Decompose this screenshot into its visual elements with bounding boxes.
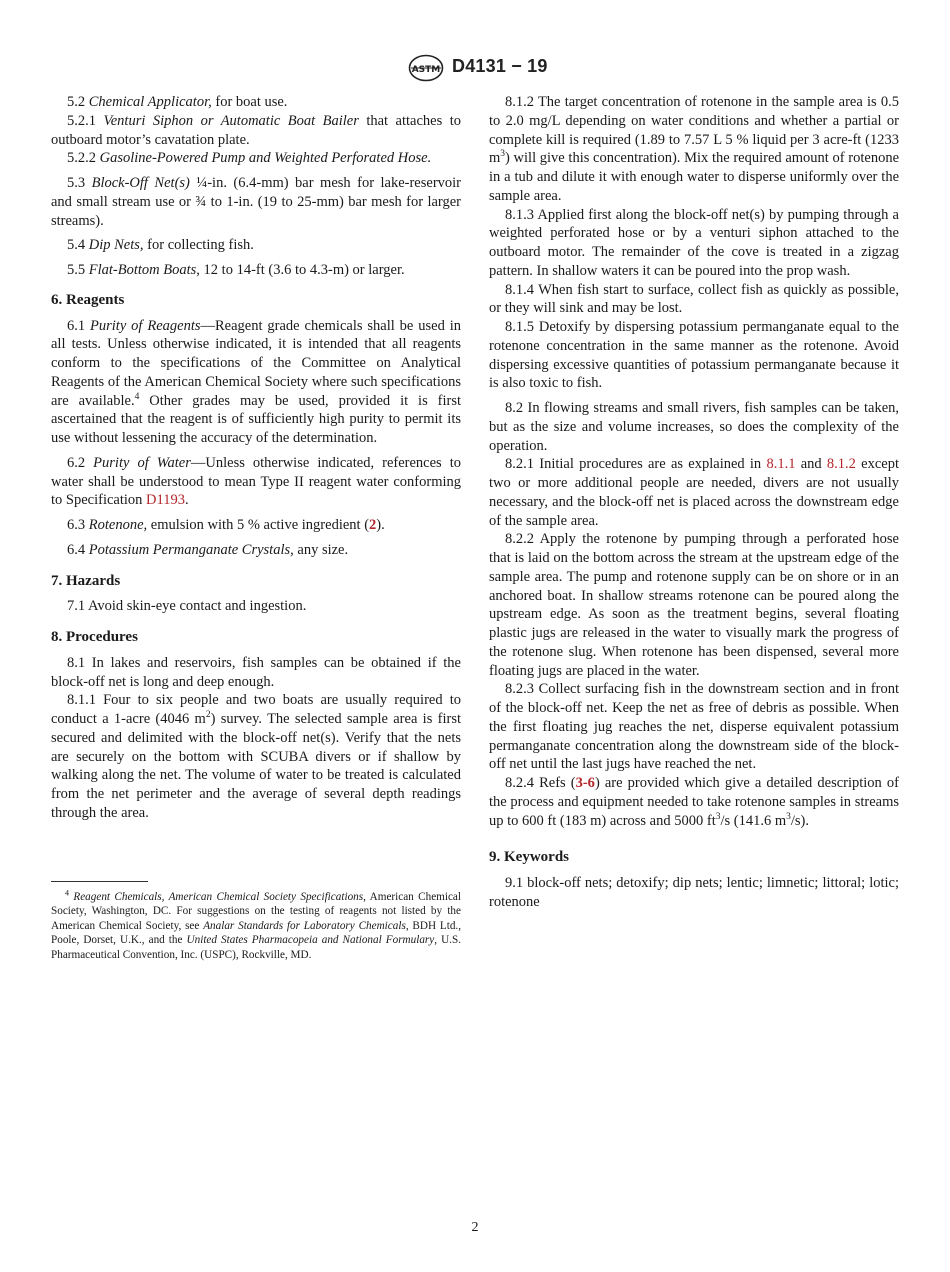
section-8-2-4: 8.2.4 Refs (3-6) are provided which give a detailed description of the process and equipment needed to take rotenone samples in streams up to 600 ft (183 m) across and 5000 $ft^3/s$ (141.6 $m^3/s$). <box>489 775 899 829</box>
section-8-1-1: 8.1.1 Four to six people and two boats are usually required to conduct a 1-acre (4046 $m^2$) survey. The selected sample area is first secured and delimited with the block-off net(s). Verify that the nets are securely on the bottom with SCUBA divers or if shallow by walking along the net. The volume of water to be treated is calculated from the net perimeter and the average of several depth readings through the area. <box>51 692 461 821</box>
section-5-3: 5.3 Block-Off Net(s) ¼-in. (6.4-mm) bar mesh for lake-reservoir and small stream use or ¾ to 1-in. (19 to 25-mm) bar mesh for larger streams). <box>51 175 461 229</box>
footnote-4: $^4$ Reagent Chemicals, American Chemical Society Specifications, American Chemical Society, Washington, DC. For suggestions on the testing of reagents not listed by the American Chemical Society, see Analar Standards for Laboratory Chemicals, BDH Ltd., Poole, Dorset, U.K., and the United States Pharmacopeia and National Formulary, U.S. Pharmaceutical Convention, Inc. (USPC), Rockville, MD. <box>51 888 462 961</box>
astm-logo-text: ASTM <box>411 65 441 75</box>
section-5-2: 5.2 Chemical Applicator, for boat use. <box>67 94 288 110</box>
section-8-2-3: 8.2.3 Collect surfacing fish in the downstream section and in front of the block-off net. Keep the net as free of debris as possible. When the first floating jug reaches the net, disperse equivalent potassium permanganate concentration along the downstream side of the block-off net until the last jugs have reached the net. <box>489 681 899 773</box>
heading-reagents: 6. Reagents <box>51 291 125 308</box>
left-column <box>51 93 461 823</box>
section-6-3: 6.3 Rotenone, emulsion with 5 % active ingredient (2). <box>67 517 385 533</box>
astm-logo-icon <box>408 54 444 82</box>
document-designation: D4131 − 19 <box>452 56 548 76</box>
section-5-2-2: 5.2.2 Gasoline-Powered Pump and Weighted Perforated Hose. <box>67 150 432 167</box>
section-8-1-2: 8.1.2 The target concentration of rotenone in the sample area is 0.5 to 2.0 mg/L depending on water conditions and whether a partial or complete kill is required (1.89 to 7.57 L 5 % liquid per 3 acre-ft (1233 $m^3$) will give this concentration). Mix the required amount of rotenone in a tub and dilute it with enough water to disperse uniformly over the sample area. <box>489 94 899 204</box>
heading-hazards: 7. Hazards <box>51 572 121 589</box>
section-5-2-1: 5.2.1 Venturi Siphon or Automatic Boat Bailer that attaches to outboard motor’s cavatation plate. <box>51 112 462 148</box>
section-6-1: 6.1 Purity of Reagents—Reagent grade chemicals shall be used in all tests. Unless otherwise indicated, it is intended that all reagents conform to the specifications of the Committee on Analytical Reagents of the American Chemical Society where such specifications are available.$^4$ Other grades may be used, provided it is first ascertained that the reagent is of sufficiently high purity to permit its use without lessening the accuracy of the determination. <box>51 317 462 446</box>
section-6-4: 6.4 Potassium Permanganate Crystals, any size. <box>67 541 349 558</box>
section-8-1-4: 8.1.4 When fish start to surface, collect fish as quickly as possible, or they will sink and may be lost. <box>489 281 899 317</box>
footnote-divider <box>51 881 148 882</box>
section-8-2-2: 8.2.2 Apply the rotenone by pumping through a perforated hose that is laid on the bottom across the stream at the upstream edge of the sample area. The pump and rotenone supply can be on shore or in an anchored boat. In shallow streams rotenone can be poured along the upstream edge. As soon as the treatment begins, several floating plastic jugs are released in the water to visually mark the progress of the rotenone slug. When rotenone has been dispensed, several more floating jugs are placed in the water. <box>489 531 899 679</box>
footnote-ref-4[interactable]: 4 <box>134 391 140 402</box>
ref-link-3-6[interactable]: 3-6 <box>575 775 595 791</box>
section-8-1-5: 8.1.5 Detoxify by dispersing potassium permanganate equal to the rotenone concentration in the same manner as the rotenone. Avoid dispersing excessive quantities of potassium permanganate because it is also toxic to fish. <box>489 319 899 392</box>
right-column <box>489 93 899 912</box>
section-8-1-3: 8.1.3 Applied first along the block-off net(s) by pumping through a weighted perforated hose or by a venturi siphon attached to the outboard motor. The remainder of the cove is treated in a zigzag pattern. In shallow waters it can be poured into the prop wash. <box>489 206 899 279</box>
section-8-2-1: 8.2.1 Initial procedures are as explained in 8.1.1 and 8.1.2 except two or more additional people are needed, divers are not usually necessary, and the block-off net is placed across the downstream edge of the sample area. <box>489 456 899 529</box>
page-number: 2 <box>471 1220 479 1235</box>
section-5-5: 5.5 Flat-Bottom Boats, 12 to 14-ft (3.6 to 4.3-m) or larger. <box>67 262 405 278</box>
ref-link-2[interactable]: 2 <box>369 517 377 533</box>
section-7-1: 7.1 Avoid skin-eye contact and ingestion. <box>67 598 307 615</box>
link-8-1-2[interactable]: 8.1.2 <box>826 456 856 473</box>
heading-procedures: 8. Procedures <box>51 629 138 645</box>
link-d1193[interactable]: D1193 <box>146 492 185 509</box>
section-5-4: 5.4 Dip Nets, for collecting fish. <box>67 237 254 254</box>
section-8-1: 8.1 In lakes and reservoirs, fish samples can be obtained if the block-off net is long and deep enough. <box>51 654 461 690</box>
section-9-1: 9.1 block-off nets; detoxify; dip nets; lentic; limnetic; littoral; lotic; rotenone <box>489 875 899 910</box>
section-8-2: 8.2 In flowing streams and small rivers, fish samples can be taken, but as the size and volume increases, so does the complexity of the operation. <box>489 400 899 454</box>
heading-keywords: 9. Keywords <box>489 849 569 866</box>
page-header <box>0 54 950 84</box>
link-8-1-1[interactable]: 8.1.1 <box>766 456 796 473</box>
section-6-2: 6.2 Purity of Water—Unless otherwise indicated, references to water shall be understood to mean Type II reagent water conforming to Specification D1193. <box>51 454 461 509</box>
